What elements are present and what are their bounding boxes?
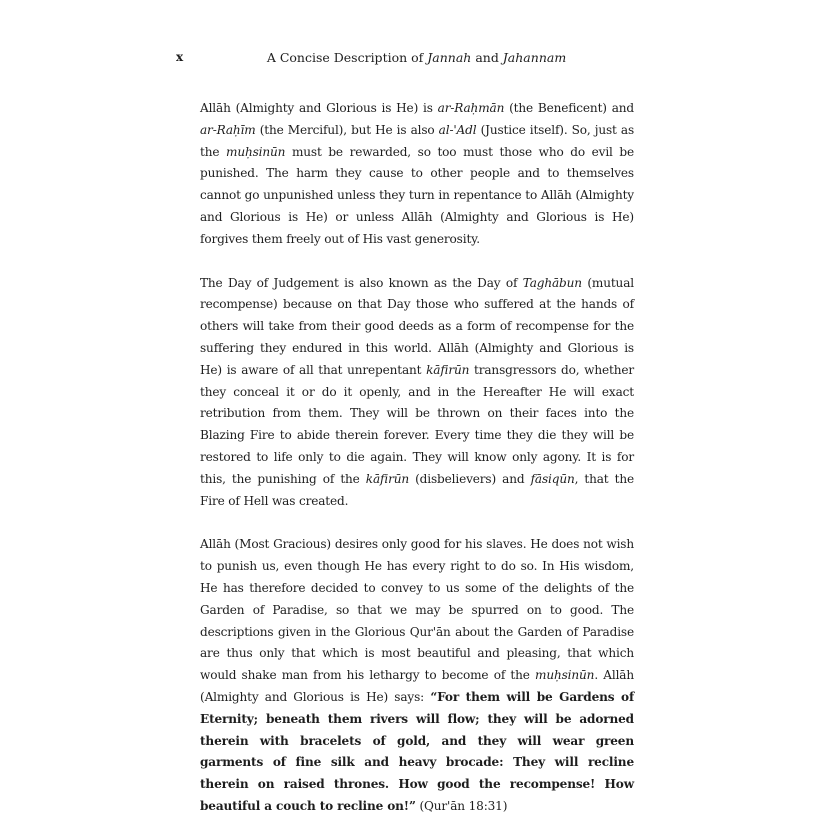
italic-term: muḥsinūn [535, 668, 595, 683]
running-head-jahannam: Jahannam [502, 50, 567, 65]
body-text [200, 98, 634, 818]
text-run: (the Beneficent) and [504, 101, 635, 115]
quran-quote: “For them will be Gardens of Eternity; beneath them rivers will flow; they will be adorned therein with bracelets of gold, and they will wear green garments of fine silk and heavy brocade: They will recline therein on raised thrones. How good the recompense! How beautiful a couch to recline on!” [200, 689, 634, 813]
paragraph-3 [200, 534, 634, 817]
page-number: x [176, 50, 184, 64]
italic-term: Taghābun [522, 275, 582, 290]
running-head-and: and [471, 50, 503, 65]
text-run: (the Merciful), but He is also [255, 122, 439, 137]
text-run: Allāh (Most Gracious) desires only good for his slaves. He does not wish to punish us, even though He has every right to do so. In His wisdom, He has therefore decided to convey to us some of the delights of the Garden of Paradise, so that we may be spurred on to good. The descriptions given in the Glorious Qur'ān about the Garden of Paradise are thus only that which is most beautiful and pleasing, that which would shake man from his lethargy to become of the [200, 537, 634, 683]
italic-term: ar-Raḥmān [437, 101, 505, 115]
text-run: , that the Fire of Hell was created. [200, 471, 634, 508]
text-run: transgressors do, whether they conceal it or do it openly, and in the Hereafter He will exact retribution from them. They will be thrown on their faces into the Blazing Fire to abide therein forever. Every time they die they will be restored to life only to die again. They will know only agony. It is for this, the punishing of the [200, 362, 634, 486]
italic-term: fāsiqūn [530, 471, 575, 486]
paragraph-2 [200, 273, 634, 513]
text-run: (Qur'ān 18:31) [415, 798, 508, 813]
text-run: The Day of Judgement is also known as the Day of [200, 275, 523, 290]
italic-term: ar-Raḥīm [200, 122, 256, 137]
text-run: . Allāh (Almighty and Glorious is He) says: [200, 668, 635, 704]
running-head [0, 50, 833, 65]
italic-term: kāfirūn [365, 471, 409, 486]
running-head-jannah: Jannah [427, 50, 472, 65]
italic-term: muḥsinūn [226, 144, 286, 159]
italic-term: kāfirūn [426, 362, 470, 377]
text-run: (disbelievers) and [409, 471, 531, 486]
italic-term: al-'Adl [438, 122, 477, 137]
paragraph-1 [200, 98, 634, 251]
text-run: Allāh (Almighty and Glorious is He) is [200, 101, 438, 115]
text-run: must be rewarded, so too must those who do evil be punished. The harm they cause to other people and to themselves cannot go unpunished unless they turn in repentance to Allāh (Almighty and Glorious is He) or unless Allāh (Almighty and Glorious is He) forgives them freely out of His vast generosity. [200, 144, 635, 246]
text-run: (mutual recompense) because on that Day those who suffered at the hands of others will take from their good deeds as a form of recompense for the suffering they endured in this world. Allāh (Almighty and Glorious is He) is aware of all that unrepentant [200, 275, 634, 377]
running-head-text: A Concise Description of [266, 50, 428, 65]
text-run: (Justice itself). So, just as the [200, 122, 635, 159]
